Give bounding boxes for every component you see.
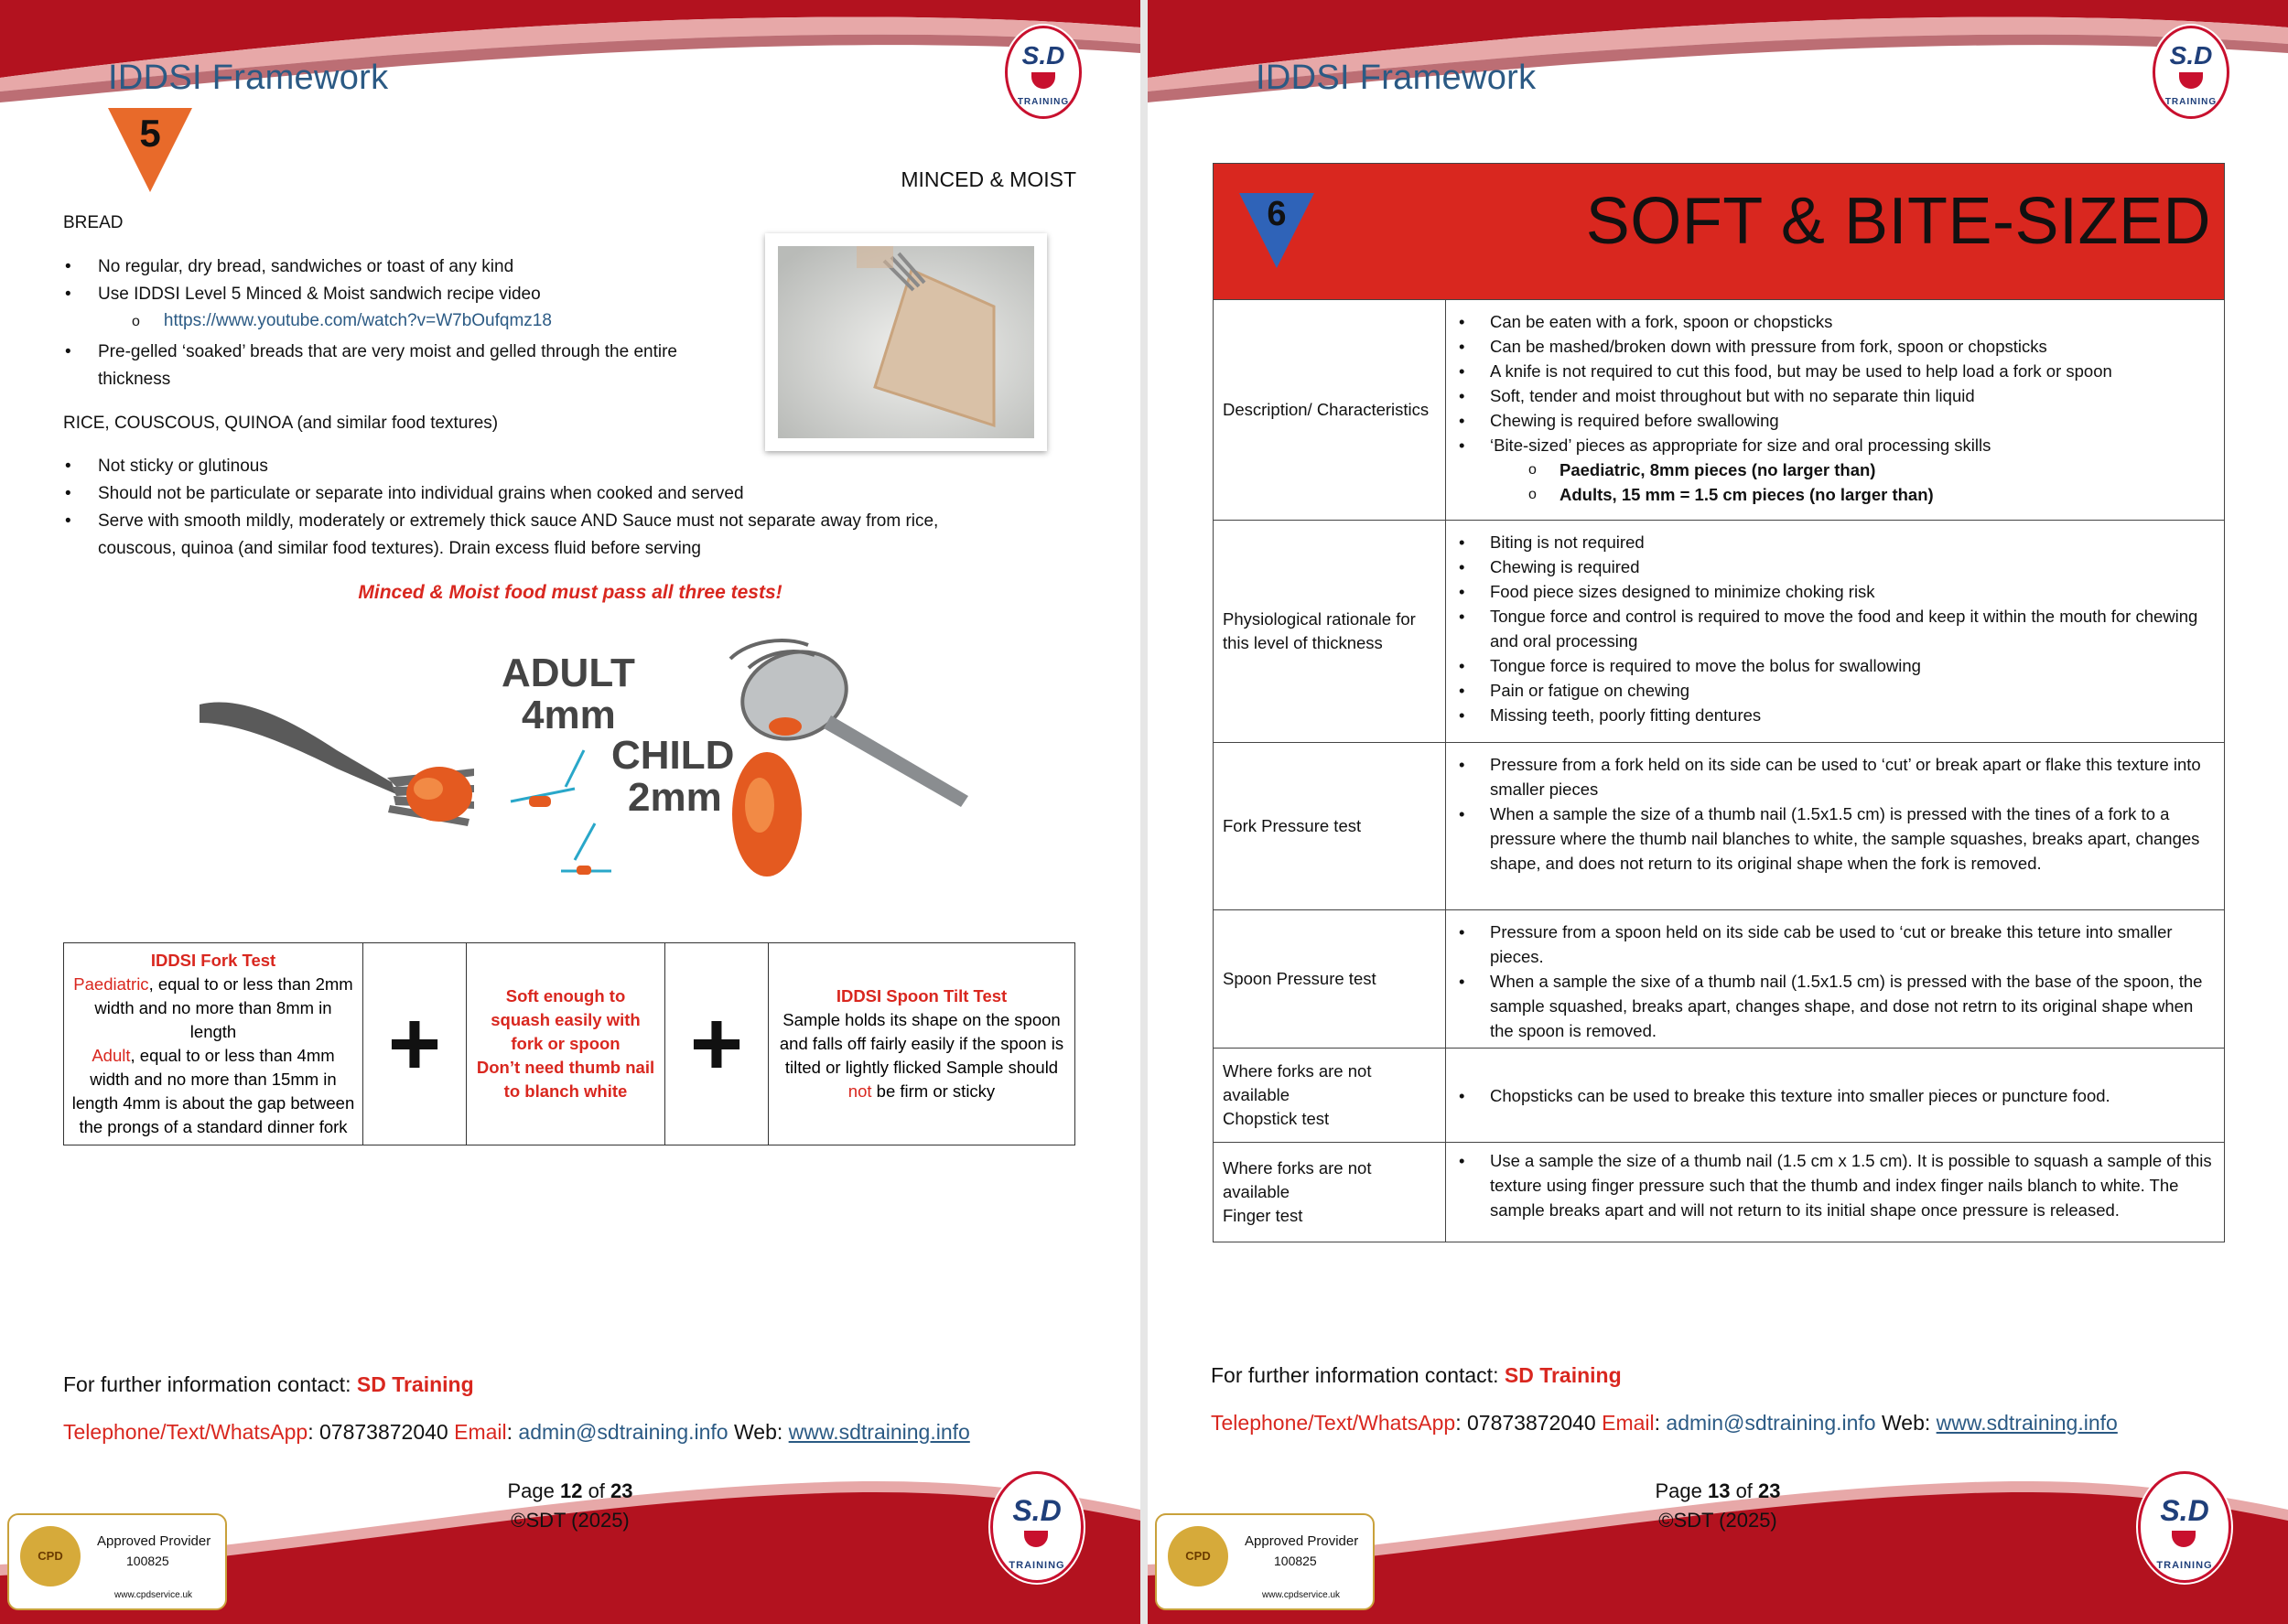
page-prefix: Page	[1655, 1479, 1708, 1502]
spoon-tilt-not: not	[847, 1081, 872, 1101]
row-label: Spoon Pressure test	[1214, 910, 1446, 1048]
list-item: • Chewing is required	[1446, 554, 2213, 579]
sd-training-logo-footer	[990, 1471, 1084, 1583]
cpd-crest-icon: CPD	[20, 1526, 81, 1586]
logo-shield-icon	[1031, 72, 1055, 89]
fork-spoon-illustration	[200, 631, 987, 897]
list-item: • Can be eaten with a fork, spoon or chopsticks	[1446, 309, 2213, 334]
web-link[interactable]: www.sdtraining.info	[1936, 1411, 2118, 1435]
rice-bullets	[63, 453, 1088, 563]
child-sample-icon	[577, 866, 591, 875]
table-row	[1214, 910, 2224, 1049]
table-row	[1214, 300, 2224, 521]
logo-sd-text: S.D	[1021, 41, 1065, 70]
logo-sd-text: S.D	[2160, 1494, 2209, 1527]
list-item: o Adults, 15 mm = 1.5 cm pieces (no larger than)	[1446, 482, 2213, 507]
email-label: Email	[1602, 1411, 1655, 1435]
logo-training-text: TRAINING	[1009, 1560, 1065, 1571]
page-of: of	[1730, 1479, 1759, 1502]
phone-label: Telephone/Text/WhatsApp	[63, 1420, 308, 1444]
iddsi-tests-table	[63, 942, 1075, 1145]
spoon-tilt-cell	[769, 943, 1075, 1145]
cpd-site: www.cpdservice.uk	[114, 1590, 193, 1600]
plus-cell	[665, 943, 769, 1145]
spoon-tilt-title: IDDSI Spoon Tilt Test	[836, 986, 1008, 1006]
sd-training-logo	[2153, 26, 2229, 119]
phone-number: : 07873872040	[1455, 1411, 1603, 1435]
list-item: • Can be mashed/broken down with pressure from fork, spoon or chopsticks	[1446, 334, 2213, 359]
row-content	[1446, 1143, 2224, 1242]
web-link[interactable]: www.sdtraining.info	[788, 1420, 970, 1444]
list-item: • Biting is not required	[1446, 530, 2213, 554]
row-content	[1446, 521, 2224, 742]
adult-label: Adult	[92, 1046, 131, 1065]
row-content	[1446, 910, 2224, 1048]
email-label: Email	[454, 1420, 507, 1444]
row-content	[1446, 1049, 2224, 1142]
row-label-line: Where forks are not available	[1223, 1158, 1372, 1201]
contact-prefix: For further information contact:	[1211, 1363, 1505, 1387]
row-content	[1446, 300, 2224, 520]
list-item	[63, 339, 759, 393]
list-item	[63, 508, 1088, 563]
contact-prefix: For further information contact:	[63, 1372, 357, 1396]
list-item: • Not sticky or glutinous	[63, 453, 1088, 480]
page-number	[1148, 1477, 2288, 1506]
contact-name: SD Training	[1504, 1363, 1622, 1387]
copyright: ©SDT (2025)	[511, 1509, 630, 1532]
cpd-badge	[7, 1513, 227, 1610]
list-item: • Use a sample the size of a thumb nail (1.5 cm x 1.5 cm). It is possible to squash a sample of this texture using finger pressure such that the thumb and index finger nails blanch to white. The sample breaks apart and will not return to its initial shape once pressure is released.	[1446, 1148, 2213, 1222]
table-row	[1214, 743, 2224, 910]
sd-training-logo-footer	[2138, 1471, 2231, 1583]
list-item: • Chopsticks can be used to breake this texture into smaller pieces or puncture food.	[1446, 1083, 2110, 1108]
level-5-triangle-icon	[108, 106, 192, 194]
list-item: • Soft, tender and moist throughout but with no separate thin liquid	[1446, 383, 2213, 408]
squash-text: Soft enough to squash easily with fork or spoon	[491, 986, 641, 1053]
contact-line	[1211, 1363, 1622, 1388]
logo-sd-text: S.D	[1012, 1494, 1062, 1527]
cpd-number: 100825	[1274, 1554, 1317, 1568]
page-current: 13	[1707, 1479, 1731, 1502]
level-label: MINCED & MOIST	[901, 167, 1076, 191]
copyright: ©SDT (2025)	[1658, 1509, 1777, 1532]
list-item: • Pressure from a fork held on its side can be used to ‘cut’ or break apart or flake this texture into smaller pieces	[1446, 752, 2213, 801]
header-title: IDDSI Framework	[1256, 59, 1537, 97]
page-current: 12	[559, 1479, 583, 1502]
bread-bullets	[63, 253, 759, 308]
list-item: • When a sample the size of a thumb nail (1.5x1.5 cm) is pressed with the tines of a fork to a pressure where the thumb nail blanches to white, the sample squashes, breaks apart, changes shape, and does not return to its original shape when the fork is removed.	[1446, 801, 2213, 876]
fork-test-title: IDDSI Fork Test	[150, 951, 276, 970]
list-item: • Should not be particulate or separate into individual grains when cooked and served	[63, 480, 1088, 508]
row-label-line: Chopstick test	[1223, 1109, 1330, 1128]
cpd-site: www.cpdservice.uk	[1262, 1590, 1341, 1600]
soft-bite-sized-table	[1213, 163, 2225, 1242]
email-link[interactable]: admin@sdtraining.info	[1666, 1411, 1876, 1435]
list-item: • Pressure from a spoon held on its side cab be used to ‘cut or breake this teture into smaller pieces.	[1446, 920, 2213, 969]
page-12	[0, 0, 1140, 1624]
pass-all-tests-note: Minced & Moist food must pass all three tests!	[358, 582, 782, 603]
list-item: • When a sample the sixe of a thumb nail (1.5x1.5 cm) is pressed with the base of the spoon, the sample squashed, breaks apart, changes shape, and dose not retrn to its original shape when the spoon is removed.	[1446, 969, 2213, 1043]
list-item: • No regular, dry bread, sandwiches or toast of any kind	[63, 253, 759, 281]
spoon-tilt-text-end: be firm or sticky	[871, 1081, 996, 1101]
table-header	[1214, 164, 2224, 300]
cpd-number: 100825	[126, 1554, 169, 1568]
fork-handle-icon	[200, 702, 396, 794]
row-label	[1214, 1143, 1446, 1242]
squash-cell	[467, 943, 665, 1145]
adult-sample-icon	[529, 796, 551, 807]
row-label: Description/ Characteristics	[1214, 300, 1446, 520]
bullet-line: Serve with smooth mildly, moderately or extremely thick sauce AND Sauce must not separate away from rice,	[98, 511, 939, 531]
logo-shield-icon	[2172, 1531, 2196, 1547]
contact-details	[1211, 1411, 2118, 1436]
cpd-badge	[1155, 1513, 1375, 1610]
row-label: Physiological rationale for this level of thickness	[1214, 521, 1446, 742]
web-label: Web:	[1875, 1411, 1937, 1435]
level-number: 5	[139, 112, 161, 155]
row-label-line: Finger test	[1223, 1206, 1303, 1225]
child-label: CHILD	[611, 733, 735, 778]
logo-training-text: TRAINING	[1017, 97, 1070, 107]
cpd-approved: Approved Provider	[1245, 1533, 1359, 1549]
list-item: • A knife is not required to cut this food, but may be used to help load a fork or spoon	[1446, 359, 2213, 383]
recipe-video-link[interactable]: https://www.youtube.com/watch?v=W7bOufqmz18	[163, 311, 552, 330]
list-item: • Tongue force and control is required to move the food and keep it within the mouth for chewing and oral processing	[1446, 604, 2213, 653]
child-size: 2mm	[628, 775, 722, 820]
logo-shield-icon	[2179, 72, 2203, 89]
paediatric-label: Paediatric	[73, 974, 149, 994]
plus-icon: +	[387, 993, 442, 1095]
level-6-triangle-icon	[1239, 191, 1314, 270]
logo-sd-text: S.D	[2169, 41, 2213, 70]
cpd-crest-icon: CPD	[1168, 1526, 1228, 1586]
adult-text: , equal to or less than 4mm width and no more than 15mm in length 4mm is about the gap between the prongs of a standard dinner fork	[71, 1046, 355, 1136]
list-item: • Food piece sizes designed to minimize choking risk	[1446, 579, 2213, 604]
bread-bullets-2	[63, 339, 759, 393]
page-number	[0, 1477, 1140, 1506]
spoon-tilt-text: Sample holds its shape on the spoon and falls off fairly easily if the spoon is tilted or lightly flicked Sample should	[779, 1010, 1064, 1077]
page-total: 23	[610, 1479, 633, 1502]
logo-training-text: TRAINING	[2164, 97, 2218, 107]
rice-heading: RICE, COUSCOUS, QUINOA (and similar food textures)	[63, 414, 499, 433]
sd-training-logo	[1005, 26, 1082, 119]
list-item: o Paediatric, 8mm pieces (no larger than)	[1446, 457, 2213, 482]
list-item: • Tongue force is required to move the bolus for swallowing	[1446, 653, 2213, 678]
thumbnail-text: Don’t need thumb nail to blanch white	[476, 1058, 655, 1101]
phone-number: : 07873872040	[308, 1420, 455, 1444]
email-colon: :	[1654, 1411, 1667, 1435]
row-label-line: Where forks are not available	[1223, 1061, 1372, 1104]
contact-line	[63, 1372, 474, 1397]
bullet-line: couscous, quinoa (and similar food textures). Drain excess fluid before serving	[98, 539, 701, 558]
header-title: IDDSI Framework	[108, 59, 389, 97]
list-item: • Pain or fatigue on chewing	[1446, 678, 2213, 703]
table-row	[1214, 1143, 2224, 1242]
page-prefix: Page	[507, 1479, 560, 1502]
row-label: Fork Pressure test	[1214, 743, 1446, 909]
list-item: • Chewing is required before swallowing	[1446, 408, 2213, 433]
recipe-video-link-row	[132, 311, 552, 331]
list-item: • ‘Bite-sized’ pieces as appropriate for size and oral processing skills	[1446, 433, 2213, 457]
list-item: • Missing teeth, poorly fitting dentures	[1446, 703, 2213, 727]
contact-details	[63, 1420, 970, 1445]
plus-icon: +	[689, 993, 744, 1095]
row-content	[1446, 743, 2224, 909]
bread-heading: BREAD	[63, 213, 124, 232]
level-number: 6	[1267, 195, 1287, 233]
list-item: • Use IDDSI Level 5 Minced & Moist sandwich recipe video	[63, 281, 759, 308]
level-title: SOFT & BITE-SIZED	[1585, 185, 2211, 258]
bullet-line: Pre-gelled ‘soaked’ breads that are very moist and gelled through the entire	[98, 342, 678, 361]
logo-shield-icon	[1024, 1531, 1048, 1547]
email-colon: :	[506, 1420, 519, 1444]
email-link[interactable]: admin@sdtraining.info	[518, 1420, 728, 1444]
plus-cell	[363, 943, 467, 1145]
page-total: 23	[1758, 1479, 1781, 1502]
sub-bullet-icon: o	[132, 314, 140, 329]
paediatric-text: , equal to or less than 2mm width and no more than 8mm in length	[94, 974, 353, 1041]
adult-label: ADULT	[502, 651, 635, 695]
page-of: of	[582, 1479, 611, 1502]
row-label	[1214, 1049, 1446, 1142]
phone-label: Telephone/Text/WhatsApp	[1211, 1411, 1456, 1435]
table-row	[1214, 521, 2224, 743]
contact-name: SD Training	[356, 1372, 474, 1396]
page-13	[1148, 0, 2288, 1624]
spoon-handle-icon	[824, 715, 968, 807]
bullet-line: thickness	[98, 370, 171, 389]
fork-test-cell	[64, 943, 363, 1145]
bread-sandwich-photo	[765, 233, 1047, 451]
web-label: Web:	[728, 1420, 789, 1444]
logo-training-text: TRAINING	[2156, 1560, 2213, 1571]
adult-size: 4mm	[522, 693, 616, 737]
cpd-approved: Approved Provider	[97, 1533, 211, 1549]
table-row	[1214, 1049, 2224, 1143]
